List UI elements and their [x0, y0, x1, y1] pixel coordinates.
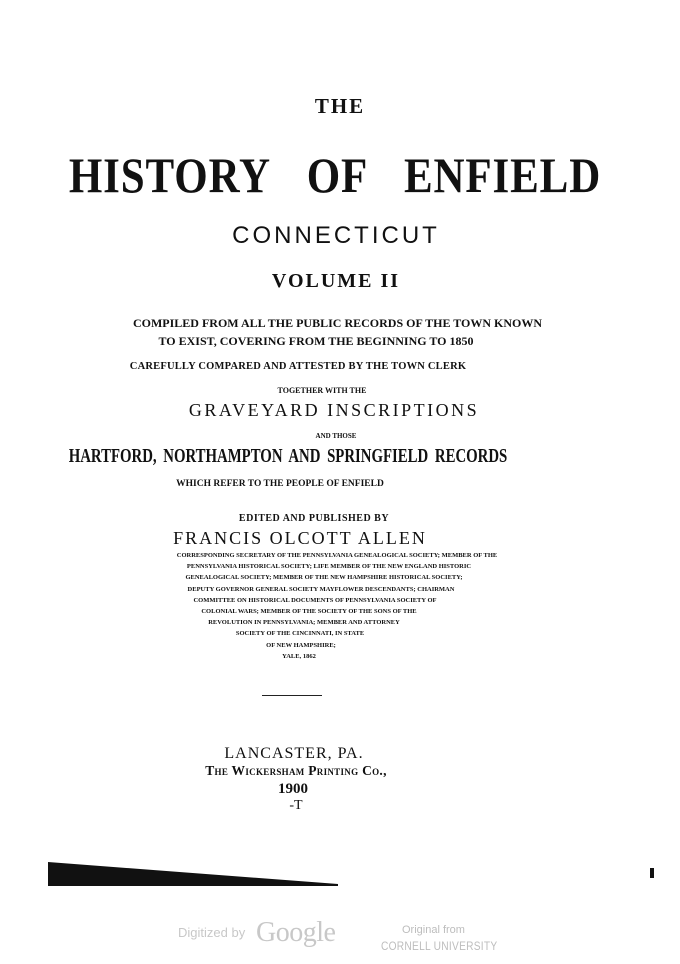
publication-year: 1900 — [278, 781, 308, 797]
book-subtitle-state: CONNECTICUT — [232, 222, 440, 249]
qualification-line: CORRESPONDING SECRETARY OF THE PENNSYLVANIA GENEALOGICAL SOCIETY; MEMBER OF THE — [176, 552, 498, 559]
qualification-line: SOCIETY OF THE CINCINNATI, IN STATE — [235, 630, 365, 638]
refer-line: WHICH REFER TO THE PEOPLE OF ENFIELD — [176, 479, 384, 489]
graveyard-heading: GRAVEYARD INSCRIPTIONS — [188, 400, 480, 420]
records-heading: HARTFORD, NORTHAMPTON AND SPRINGFIELD RECORDS — [68, 445, 508, 467]
original-from-label: Original from — [402, 924, 465, 936]
qualification-line: OF NEW HAMPSHIRE; — [266, 641, 336, 649]
qualification-line: COMMITTEE ON HISTORICAL DOCUMENTS OF PENNSYLVANIA SOCIETY OF — [193, 596, 437, 604]
editor-qualifications — [0, 550, 680, 662]
compiled-statement — [0, 314, 680, 350]
title-the: THE — [314, 94, 366, 118]
scan-artifact — [650, 868, 654, 878]
qualification-line: REVOLUTION IN PENNSYLVANIA; MEMBER AND ATTORNEY — [208, 619, 400, 627]
and-those-line: AND THOSE — [315, 432, 357, 440]
book-title: HISTORY OF ENFIELD — [68, 147, 602, 203]
google-logo: Google — [256, 917, 336, 948]
qualification-line: YALE, 1862 — [282, 652, 316, 660]
qualification-line: DEPUTY GOVERNOR GENERAL SOCIETY MAYFLOWER DESCENDANTS; CHAIRMAN — [187, 585, 455, 593]
volume-label: VOLUME II — [271, 270, 401, 292]
digitized-by-label: Digitized by — [178, 925, 246, 940]
attested-line: CAREFULLY COMPARED AND ATTESTED BY THE TOWN CLERK — [129, 361, 467, 372]
qualification-line: GENEALOGICAL SOCIETY; MEMBER OF THE NEW HAMPSHIRE HISTORICAL SOCIETY; — [185, 574, 463, 582]
printer-mark: -T — [289, 798, 303, 813]
printer-name: The Wickersham Printing Co., — [205, 763, 387, 778]
qualification-line: PENNSYLVANIA HISTORICAL SOCIETY; LIFE MEMBER OF THE NEW ENGLAND HISTORIC — [186, 563, 472, 571]
compiled-line: TO EXIST, COVERING FROM THE BEGINNING TO 1850 — [158, 334, 474, 348]
qualification-line: COLONIAL WARS; MEMBER OF THE SOCIETY OF THE SONS OF THE — [201, 608, 417, 616]
together-line: TOGETHER WITH THE — [277, 386, 367, 395]
ornamental-rule — [262, 695, 322, 696]
publication-place: LANCASTER, PA. — [224, 745, 364, 762]
compiled-line: COMPILED FROM ALL THE PUBLIC RECORDS OF THE TOWN KNOWN — [132, 316, 543, 330]
institution-label: CORNELL UNIVERSITY — [381, 939, 498, 953]
scan-edge-shadow — [48, 856, 338, 886]
edited-by-line: EDITED AND PUBLISHED BY — [238, 513, 390, 524]
editor-name: FRANCIS OLCOTT ALLEN — [173, 528, 427, 548]
